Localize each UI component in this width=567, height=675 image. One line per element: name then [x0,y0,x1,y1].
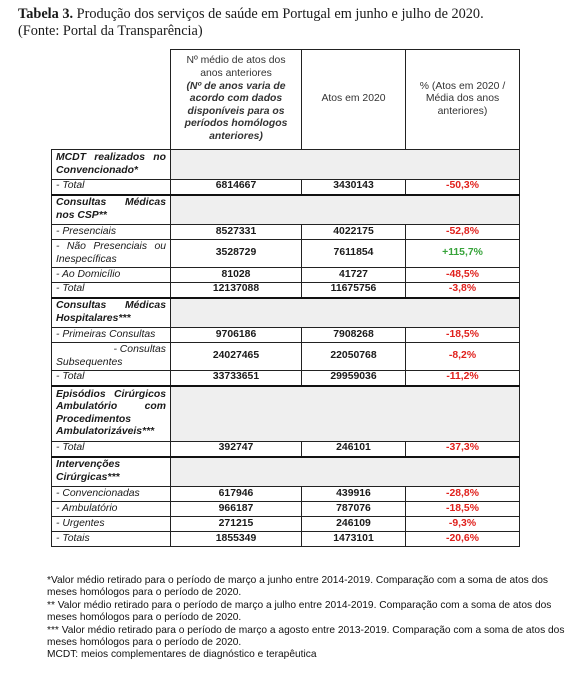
section-shade-cell [171,298,520,328]
row-label: - Consultas Subsequentes [52,343,171,371]
footnotes [47,575,567,662]
table-row [52,502,520,517]
section-row [52,150,520,180]
header-empty-cell [52,50,171,150]
caption-source: (Fonte: Portal da Transparência) [18,23,203,39]
percent-change: -28,8% [406,487,520,502]
value-2020: 246101 [302,442,406,457]
total-row [52,283,520,298]
table-row [52,487,520,502]
value-2020: 439916 [302,487,406,502]
prev-years-value: 9706186 [171,328,302,343]
value-2020: 7611854 [302,240,406,268]
total-row [52,371,520,386]
percent-change: -9,3% [406,517,520,532]
header-percent: % (Atos em 2020 / Média dos anos anteriores) [406,50,520,150]
prev-years-value: 966187 [171,502,302,517]
percent-change: -52,8% [406,225,520,240]
header-prev-years-note: (Nº de anos varia de acordo com dados disponíveis para os períodos homólogos anteriores) [184,80,288,142]
value-2020: 3430143 [302,180,406,195]
health-services-table [51,49,520,547]
prev-years-value: 33733651 [171,371,302,386]
footnote: ** Valor médio retirado para o período de março a julho entre 2014-2019. Comparação com a soma de atos dos meses homólogos para o período de 2020. [47,599,552,624]
value-2020: 29959036 [302,371,406,386]
section-row [52,386,520,442]
prev-years-value: 1855349 [171,532,302,547]
footnote: *Valor médio retirado para o período de março a junho entre 2014-2019. Comparação com a soma de atos dos meses homólogos para o período de 2020. [47,575,548,599]
footnote: MCDT: meios complementares de diagnóstico e terapêutica [47,649,317,661]
row-label: - Totais [52,532,171,547]
section-label: Consultas Médicas Hospitalares*** [52,298,171,328]
section-row [52,457,520,487]
row-label: - Total [52,283,171,298]
row-label: - Presenciais [52,225,171,240]
value-2020: 41727 [302,268,406,283]
value-2020: 4022175 [302,225,406,240]
prev-years-value: 617946 [171,487,302,502]
table-row [52,328,520,343]
row-label: - Urgentes [52,517,171,532]
total-row [52,442,520,457]
value-2020: 1473101 [302,532,406,547]
row-label: - Primeiras Consultas [52,328,171,343]
footnote: *** Valor médio retirado para o período de março a agosto entre 2013-2019. Comparação com a soma de atos dos meses homólogos para o período de 2020. [47,624,565,649]
row-label: - Total [52,442,171,457]
percent-change: -18,5% [406,502,520,517]
header-row [52,50,520,150]
caption-text: Produção dos serviços de saúde em Portugal em junho e julho de 2020. [73,6,484,22]
section-shade-cell [171,457,520,487]
prev-years-value: 8527331 [171,225,302,240]
section-label: Consultas Médicas nos CSP** [52,195,171,225]
section-shade-cell [171,195,520,225]
percent-change: +115,7% [406,240,520,268]
header-2020: Atos em 2020 [302,50,406,150]
value-2020: 787076 [302,502,406,517]
prev-years-value: 271215 [171,517,302,532]
row-label: - Não Presenciais ou Inespecíficas [52,240,171,268]
percent-change: -20,6% [406,532,520,547]
percent-change: -11,2% [406,371,520,386]
prev-years-value: 81028 [171,268,302,283]
table-row [52,517,520,532]
row-label: - Convencionadas [52,487,171,502]
percent-change: -18,5% [406,328,520,343]
section-shade-cell [171,386,520,442]
percent-change: -48,5% [406,268,520,283]
table-row [52,532,520,547]
prev-years-value: 12137088 [171,283,302,298]
section-label: Intervenções Cirúrgicas*** [52,457,171,487]
value-2020: 22050768 [302,343,406,371]
section-label: Episódios Cirúrgicos Ambulatório com Procedimentos Ambulatorizáveis*** [52,386,171,442]
percent-change: -8,2% [406,343,520,371]
section-label: MCDT realizados no Convencionado* [52,150,171,180]
percent-change: -50,3% [406,180,520,195]
row-label: - Ambulatório [52,502,171,517]
table-row [52,343,520,371]
percent-change: -37,3% [406,442,520,457]
caption-label: Tabela 3. [18,6,74,22]
prev-years-value: 24027465 [171,343,302,371]
value-2020: 246109 [302,517,406,532]
prev-years-value: 3528729 [171,240,302,268]
prev-years-value: 6814667 [171,180,302,195]
row-label: - Total [52,180,171,195]
row-label: - Total [52,371,171,386]
table-row [52,225,520,240]
total-row [52,180,520,195]
percent-change: -3,8% [406,283,520,298]
section-row [52,195,520,225]
table-caption [18,6,558,40]
value-2020: 7908268 [302,328,406,343]
table-row [52,268,520,283]
section-shade-cell [171,150,520,180]
table-row [52,240,520,268]
value-2020: 11675756 [302,283,406,298]
section-row [52,298,520,328]
prev-years-value: 392747 [171,442,302,457]
row-label: - Ao Domicílio [52,268,171,283]
header-prev-years: Nº médio de atos dos anos anteriores (Nº de anos varia de acordo com dados disponíveis para os períodos homólogos anteriores) [171,50,302,150]
